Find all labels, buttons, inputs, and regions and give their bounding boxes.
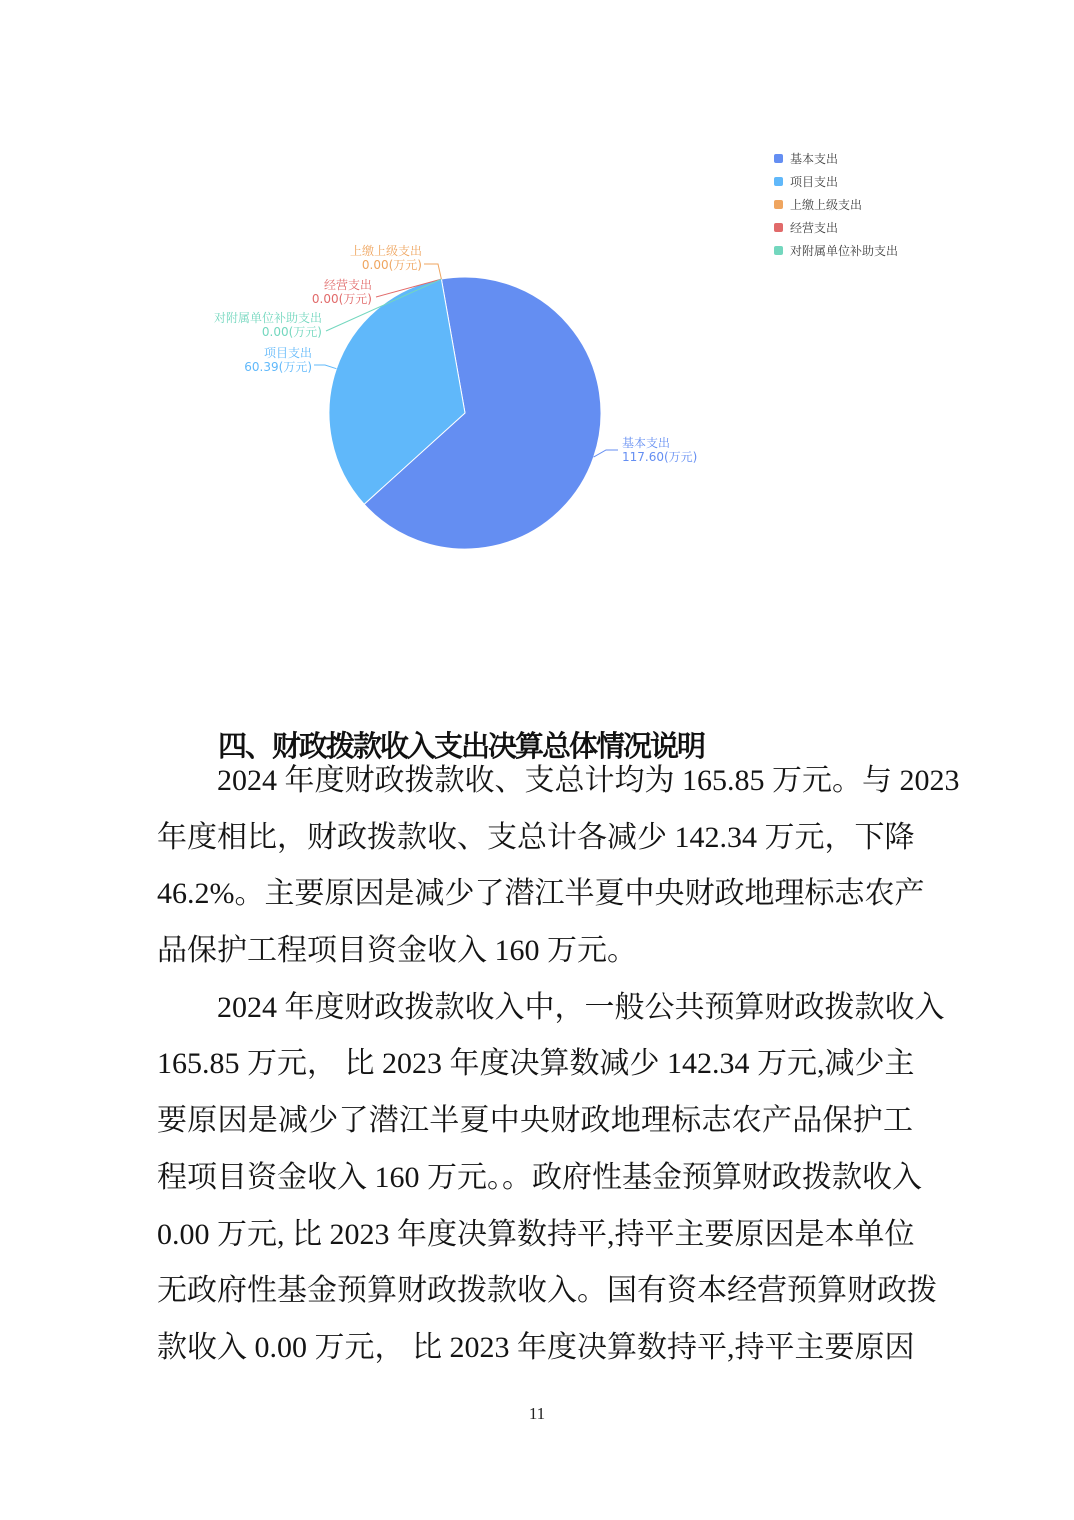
body-text xyxy=(157,753,960,1377)
legend-label: 项目支出 xyxy=(790,174,839,189)
legend-label: 对附属单位补助支出 xyxy=(790,243,899,258)
paragraph2-line: 165.85 万元， 比 2023 年度决算数减少 142.34 万元,减少主 xyxy=(157,1047,915,1081)
legend-item-upper-level xyxy=(774,193,898,216)
legend-label: 上缴上级支出 xyxy=(790,197,863,212)
callout-operating xyxy=(242,278,372,306)
callout-value: 0.00(万元) xyxy=(261,325,322,339)
paragraph2-line: 0.00 万元, 比 2023 年度决算数持平,持平主要原因是本单位 xyxy=(157,1217,915,1251)
paragraph2-line: 程项目资金收入 160 万元。。政府性基金预算财政拨款收入 xyxy=(157,1160,922,1194)
callout-value: 60.39(万元) xyxy=(244,360,312,374)
callout-name: 基本支出 xyxy=(622,436,671,450)
callout-name: 经营支出 xyxy=(323,278,372,292)
paragraph1-line: 年度相比，财政拨款收、支总计各减少 142.34 万元，下降 xyxy=(157,820,915,854)
callout-basic xyxy=(622,436,782,464)
chart-legend xyxy=(774,147,898,262)
paragraph2-line: 要原因是减少了潜江半夏中央财政地理标志农产品保护工 xyxy=(157,1104,913,1138)
paragraph2-line: 2024 年度财政拨款收入中，一般公共预算财政拨款收入 xyxy=(217,990,945,1024)
callout-value: 0.00(万元) xyxy=(361,258,422,272)
legend-swatch-project xyxy=(774,177,783,186)
callout-project xyxy=(182,346,312,374)
leader-line-project xyxy=(314,365,336,369)
legend-swatch-operating xyxy=(774,223,783,232)
legend-item-basic xyxy=(774,147,898,170)
legend-item-project xyxy=(774,170,898,193)
callout-upper-level xyxy=(292,244,422,272)
callout-name: 项目支出 xyxy=(263,346,312,360)
paragraph1-line: 品保护工程项目资金收入 160 万元。 xyxy=(157,934,637,968)
paragraph1-line: 46.2%。主要原因是减少了潜江半夏中央财政地理标志农产 xyxy=(157,877,925,911)
page-number: 11 xyxy=(528,1404,546,1423)
expenditure-pie-chart xyxy=(0,0,1074,620)
legend-label: 经营支出 xyxy=(790,220,839,235)
callout-value: 117.60(万元) xyxy=(622,450,698,464)
leader-line-basic xyxy=(594,450,618,457)
callout-subsidy xyxy=(162,311,322,339)
legend-item-operating xyxy=(774,216,898,239)
legend-item-subsidy xyxy=(774,239,898,262)
section-heading: 四、财政拨款收入支出决算总体情况说明 xyxy=(218,729,705,764)
paragraph1-line: 2024 年度财政拨款收、支总计均为 165.85 万元。与 2023 xyxy=(217,764,960,797)
legend-swatch-upper-level xyxy=(774,200,783,209)
leader-line-upper-level xyxy=(424,264,441,279)
paragraph2-line: 款收入 0.00 万元， 比 2023 年度决算数持平,持平主要原因 xyxy=(157,1330,915,1364)
legend-swatch-subsidy xyxy=(774,246,783,255)
legend-swatch-basic xyxy=(774,154,783,163)
callout-name: 对附属单位补助支出 xyxy=(213,311,322,325)
paragraph2-line: 无政府性基金预算财政拨款收入。国有资本经营预算财政拨 xyxy=(157,1274,937,1308)
pie-chart-canvas xyxy=(0,0,1074,620)
callout-value: 0.00(万元) xyxy=(311,292,372,306)
legend-label: 基本支出 xyxy=(790,151,839,166)
callout-name: 上缴上级支出 xyxy=(349,244,422,258)
